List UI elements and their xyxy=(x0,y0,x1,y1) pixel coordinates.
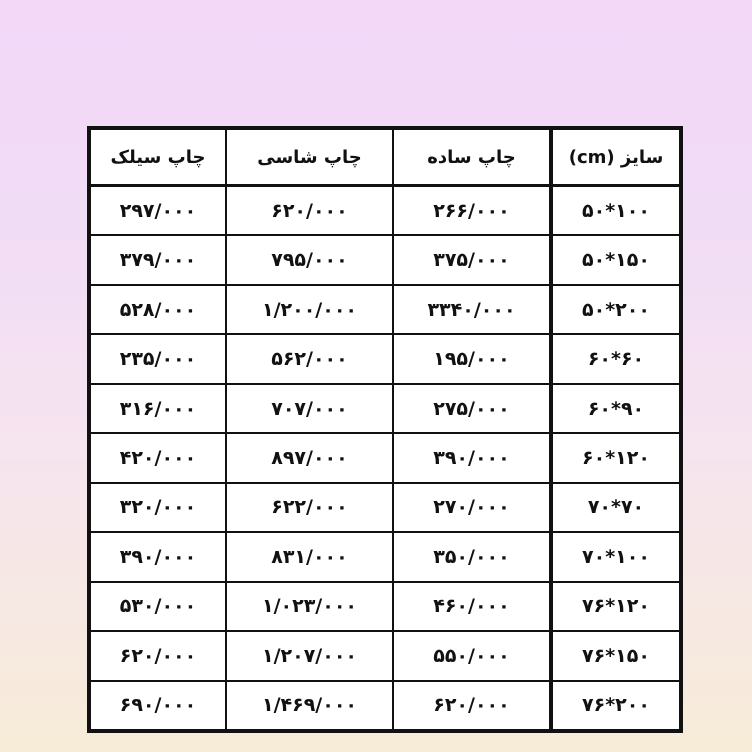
silk-price-cell: ۵۳۰/۰۰۰ xyxy=(119,595,197,618)
silk-price-cell: ۲۹۷/۰۰۰ xyxy=(119,199,197,222)
chassis-price-cell: ۷۹۵/۰۰۰ xyxy=(225,236,392,283)
header-size: سایز (cm) xyxy=(549,130,679,184)
silk-price-cell: ۳۱۶/۰۰۰ xyxy=(119,397,197,420)
header-silk-print: چاپ سیلک xyxy=(110,146,206,168)
size-cell: ۶۰*۶۰ xyxy=(549,335,679,382)
silk-price-cell: ۵۲۸/۰۰۰ xyxy=(119,298,197,321)
simple-price-cell: ۶۲۰/۰۰۰ xyxy=(392,682,549,729)
silk-price-cell: ۶۲۰/۰۰۰ xyxy=(119,644,197,667)
chassis-price-cell: ۸۳۱/۰۰۰ xyxy=(225,533,392,580)
table-row xyxy=(91,581,679,630)
chassis-price-cell: ۱/۴۶۹/۰۰۰ xyxy=(225,682,392,729)
silk-price-cell: ۶۹۰/۰۰۰ xyxy=(119,694,197,717)
silk-price-cell: ۲۳۵/۰۰۰ xyxy=(119,348,197,371)
table-row xyxy=(91,680,679,729)
simple-price-cell: ۳۵۰/۰۰۰ xyxy=(392,533,549,580)
silk-price-cell: ۳۹۰/۰۰۰ xyxy=(119,545,197,568)
simple-price-cell: ۲۷۰/۰۰۰ xyxy=(392,484,549,531)
simple-price-cell: ۳۳۴۰/۰۰۰ xyxy=(392,286,549,333)
price-table xyxy=(87,126,683,733)
table-row xyxy=(91,531,679,580)
simple-price-cell: ۲۷۵/۰۰۰ xyxy=(392,385,549,432)
size-cell: ۷۶*۱۵۰ xyxy=(549,632,679,679)
simple-price-cell: ۳۹۰/۰۰۰ xyxy=(392,434,549,481)
chassis-price-cell: ۱/۲۰۰/۰۰۰ xyxy=(225,286,392,333)
silk-price-cell: ۳۲۰/۰۰۰ xyxy=(119,496,197,519)
table-row xyxy=(91,234,679,283)
table-row xyxy=(91,630,679,679)
header-simple-print: چاپ ساده xyxy=(392,130,549,184)
simple-price-cell: ۱۹۵/۰۰۰ xyxy=(392,335,549,382)
header-chassis-print: چاپ شاسی xyxy=(225,130,392,184)
size-cell: ۷۶*۱۲۰ xyxy=(549,583,679,630)
simple-price-cell: ۴۶۰/۰۰۰ xyxy=(392,583,549,630)
table-row xyxy=(91,185,679,234)
size-cell: ۶۰*۱۲۰ xyxy=(549,434,679,481)
size-cell: ۵۰*۱۰۰ xyxy=(549,187,679,234)
simple-price-cell: ۲۶۶/۰۰۰ xyxy=(392,187,549,234)
size-cell: ۷۶*۲۰۰ xyxy=(549,682,679,729)
table-row xyxy=(91,482,679,531)
simple-price-cell: ۵۵۰/۰۰۰ xyxy=(392,632,549,679)
silk-price-cell: ۴۲۰/۰۰۰ xyxy=(119,446,197,469)
chassis-price-cell: ۶۲۰/۰۰۰ xyxy=(225,187,392,234)
size-cell: ۵۰*۲۰۰ xyxy=(549,286,679,333)
simple-price-cell: ۳۷۵/۰۰۰ xyxy=(392,236,549,283)
chassis-price-cell: ۶۲۲/۰۰۰ xyxy=(225,484,392,531)
table-row xyxy=(91,333,679,382)
table-header-row xyxy=(91,130,679,185)
silk-price-cell: ۳۷۹/۰۰۰ xyxy=(119,249,197,272)
chassis-price-cell: ۷۰۷/۰۰۰ xyxy=(225,385,392,432)
chassis-price-cell: ۵۶۲/۰۰۰ xyxy=(225,335,392,382)
chassis-price-cell: ۸۹۷/۰۰۰ xyxy=(225,434,392,481)
size-cell: ۷۰*۱۰۰ xyxy=(549,533,679,580)
table-row xyxy=(91,383,679,432)
chassis-price-cell: ۱/۲۰۷/۰۰۰ xyxy=(225,632,392,679)
table-row xyxy=(91,432,679,481)
size-cell: ۵۰*۱۵۰ xyxy=(549,236,679,283)
table-row xyxy=(91,284,679,333)
size-cell: ۶۰*۹۰ xyxy=(549,385,679,432)
chassis-price-cell: ۱/۰۲۳/۰۰۰ xyxy=(225,583,392,630)
size-cell: ۷۰*۷۰ xyxy=(549,484,679,531)
